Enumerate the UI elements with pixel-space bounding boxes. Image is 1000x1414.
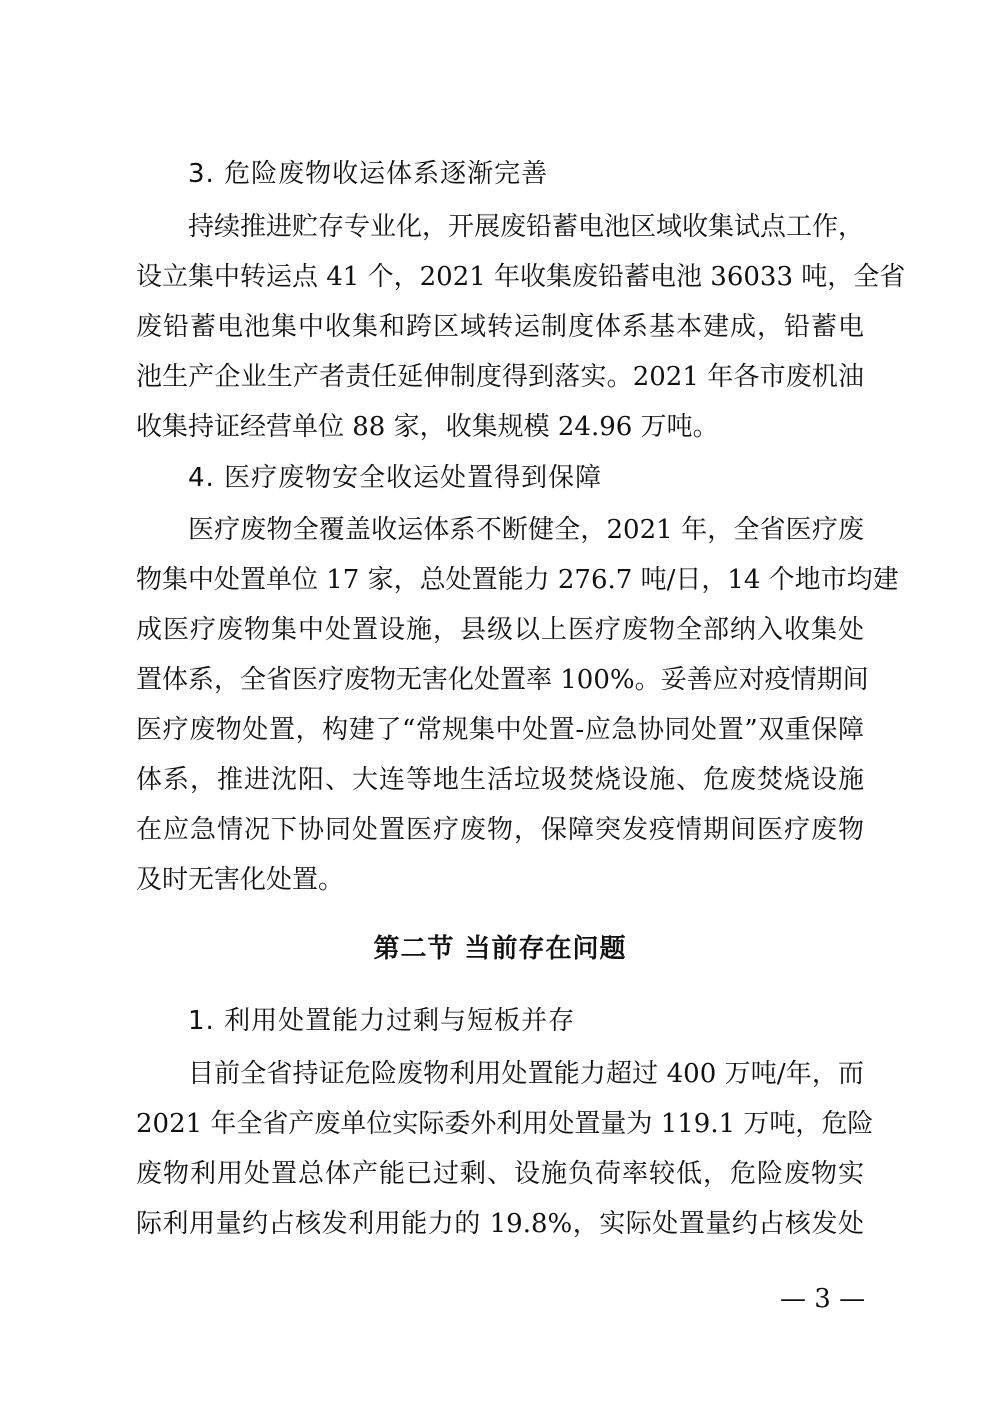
paragraph-line: 目前全省持证危险废物利用处置能力超过 400 万吨/年，而 bbox=[188, 1059, 864, 1089]
paragraph-line: 2021 年全省产废单位实际委外利用处置量为 119.1 万吨，危险 bbox=[136, 1109, 874, 1139]
section-heading-3: 3. 危险废物收运体系逐渐完善 bbox=[188, 159, 549, 189]
paragraph-line: 废物利用处置总体产能已过剩、设施负荷率较低，危险废物实 bbox=[136, 1159, 864, 1189]
paragraph-line: 体系，推进沈阳、大连等地生活垃圾焚烧设施、危废焚烧设施 bbox=[136, 765, 864, 795]
paragraph-line: 在应急情况下协同处置医疗废物，保障突发疫情期间医疗废物 bbox=[136, 815, 864, 845]
paragraph-line: 物集中处置单位 17 家，总处置能力 276.7 吨/日，14 个地市均建 bbox=[136, 565, 899, 595]
paragraph-line: 医疗废物处置，构建了“常规集中处置-应急协同处置”双重保障 bbox=[136, 715, 864, 745]
page-number: — 3 — bbox=[780, 1284, 866, 1314]
paragraph-line: 废铅蓄电池集中收集和跨区域转运制度体系基本建成，铅蓄电 bbox=[136, 312, 864, 342]
chapter-section-title: 第二节 当前存在问题 bbox=[373, 934, 627, 964]
paragraph-line: 际利用量约占核发利用能力的 19.8%，实际处置量约占核发处 bbox=[136, 1209, 864, 1239]
subsection-heading-1: 1. 利用处置能力过剩与短板并存 bbox=[188, 1006, 576, 1036]
paragraph-line: 置体系，全省医疗废物无害化处置率 100%。妥善应对疫情期间 bbox=[136, 665, 869, 695]
paragraph-line: 成医疗废物集中处置设施，县级以上医疗废物全部纳入收集处 bbox=[136, 615, 864, 645]
paragraph-line: 收集持证经营单位 88 家，收集规模 24.96 万吨。 bbox=[136, 412, 719, 442]
paragraph-line: 池生产企业生产者责任延伸制度得到落实。2021 年各市废机油 bbox=[136, 362, 864, 392]
paragraph-line: 及时无害化处置。 bbox=[136, 865, 345, 895]
paragraph-line: 设立集中转运点 41 个，2021 年收集废铅蓄电池 36033 吨，全省 bbox=[136, 262, 906, 292]
paragraph-line: 医疗废物全覆盖收运体系不断健全，2021 年，全省医疗废 bbox=[188, 515, 864, 545]
paragraph-line: 持续推进贮存专业化，开展废铅蓄电池区域收集试点工作， bbox=[188, 212, 865, 242]
section-heading-4: 4. 医疗废物安全收运处置得到保障 bbox=[188, 463, 603, 493]
